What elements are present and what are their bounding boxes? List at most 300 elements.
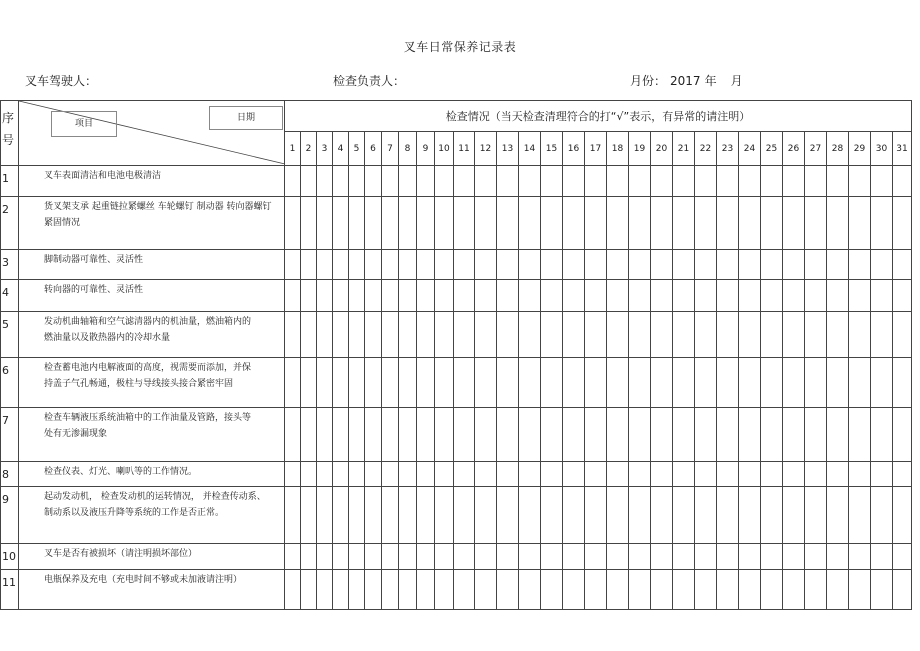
check-cell-day-9[interactable] <box>417 544 435 570</box>
check-cell-day-19[interactable] <box>629 280 651 312</box>
check-cell-day-31[interactable] <box>893 197 912 250</box>
check-cell-day-30[interactable] <box>871 197 893 250</box>
check-cell-day-5[interactable] <box>349 408 365 462</box>
check-cell-day-20[interactable] <box>651 570 673 610</box>
check-cell-day-2[interactable] <box>301 544 317 570</box>
check-cell-day-23[interactable] <box>717 487 739 544</box>
check-cell-day-3[interactable] <box>317 312 333 358</box>
check-cell-day-20[interactable] <box>651 197 673 250</box>
check-cell-day-7[interactable] <box>382 280 399 312</box>
check-cell-day-13[interactable] <box>497 487 519 544</box>
check-cell-day-5[interactable] <box>349 570 365 610</box>
check-cell-day-4[interactable] <box>333 408 349 462</box>
check-cell-day-31[interactable] <box>893 462 912 487</box>
check-cell-day-24[interactable] <box>739 197 761 250</box>
check-cell-day-26[interactable] <box>783 280 805 312</box>
check-cell-day-1[interactable] <box>285 280 301 312</box>
check-cell-day-4[interactable] <box>333 280 349 312</box>
check-cell-day-22[interactable] <box>695 487 717 544</box>
check-cell-day-15[interactable] <box>541 462 563 487</box>
check-cell-day-18[interactable] <box>607 166 629 197</box>
check-cell-day-25[interactable] <box>761 462 783 487</box>
check-cell-day-3[interactable] <box>317 166 333 197</box>
check-cell-day-1[interactable] <box>285 544 301 570</box>
check-cell-day-24[interactable] <box>739 166 761 197</box>
check-cell-day-31[interactable] <box>893 358 912 408</box>
check-cell-day-9[interactable] <box>417 166 435 197</box>
check-cell-day-13[interactable] <box>497 250 519 280</box>
check-cell-day-21[interactable] <box>673 250 695 280</box>
check-cell-day-27[interactable] <box>805 312 827 358</box>
check-cell-day-6[interactable] <box>365 358 382 408</box>
check-cell-day-29[interactable] <box>849 462 871 487</box>
check-cell-day-16[interactable] <box>563 280 585 312</box>
check-cell-day-1[interactable] <box>285 166 301 197</box>
check-cell-day-18[interactable] <box>607 570 629 610</box>
check-cell-day-29[interactable] <box>849 408 871 462</box>
check-cell-day-19[interactable] <box>629 312 651 358</box>
check-cell-day-12[interactable] <box>475 408 497 462</box>
check-cell-day-7[interactable] <box>382 166 399 197</box>
check-cell-day-2[interactable] <box>301 408 317 462</box>
check-cell-day-8[interactable] <box>399 544 417 570</box>
check-cell-day-6[interactable] <box>365 312 382 358</box>
check-cell-day-23[interactable] <box>717 197 739 250</box>
check-cell-day-25[interactable] <box>761 408 783 462</box>
check-cell-day-4[interactable] <box>333 312 349 358</box>
check-cell-day-11[interactable] <box>454 250 475 280</box>
check-cell-day-8[interactable] <box>399 312 417 358</box>
check-cell-day-3[interactable] <box>317 358 333 408</box>
check-cell-day-20[interactable] <box>651 408 673 462</box>
check-cell-day-23[interactable] <box>717 408 739 462</box>
check-cell-day-23[interactable] <box>717 166 739 197</box>
check-cell-day-25[interactable] <box>761 487 783 544</box>
check-cell-day-19[interactable] <box>629 408 651 462</box>
check-cell-day-6[interactable] <box>365 487 382 544</box>
check-cell-day-10[interactable] <box>435 358 454 408</box>
check-cell-day-27[interactable] <box>805 166 827 197</box>
check-cell-day-18[interactable] <box>607 462 629 487</box>
check-cell-day-31[interactable] <box>893 312 912 358</box>
check-cell-day-10[interactable] <box>435 408 454 462</box>
check-cell-day-18[interactable] <box>607 312 629 358</box>
check-cell-day-15[interactable] <box>541 250 563 280</box>
check-cell-day-24[interactable] <box>739 408 761 462</box>
check-cell-day-10[interactable] <box>435 166 454 197</box>
check-cell-day-25[interactable] <box>761 358 783 408</box>
check-cell-day-30[interactable] <box>871 166 893 197</box>
check-cell-day-22[interactable] <box>695 312 717 358</box>
check-cell-day-10[interactable] <box>435 250 454 280</box>
check-cell-day-13[interactable] <box>497 312 519 358</box>
check-cell-day-16[interactable] <box>563 570 585 610</box>
check-cell-day-17[interactable] <box>585 408 607 462</box>
check-cell-day-9[interactable] <box>417 462 435 487</box>
check-cell-day-10[interactable] <box>435 312 454 358</box>
check-cell-day-18[interactable] <box>607 197 629 250</box>
check-cell-day-6[interactable] <box>365 197 382 250</box>
check-cell-day-22[interactable] <box>695 462 717 487</box>
check-cell-day-4[interactable] <box>333 570 349 610</box>
check-cell-day-24[interactable] <box>739 250 761 280</box>
check-cell-day-25[interactable] <box>761 197 783 250</box>
check-cell-day-6[interactable] <box>365 570 382 610</box>
check-cell-day-31[interactable] <box>893 487 912 544</box>
check-cell-day-20[interactable] <box>651 280 673 312</box>
check-cell-day-1[interactable] <box>285 250 301 280</box>
check-cell-day-27[interactable] <box>805 544 827 570</box>
check-cell-day-22[interactable] <box>695 570 717 610</box>
check-cell-day-26[interactable] <box>783 570 805 610</box>
check-cell-day-15[interactable] <box>541 544 563 570</box>
check-cell-day-18[interactable] <box>607 280 629 312</box>
check-cell-day-4[interactable] <box>333 462 349 487</box>
check-cell-day-25[interactable] <box>761 544 783 570</box>
check-cell-day-17[interactable] <box>585 250 607 280</box>
check-cell-day-30[interactable] <box>871 358 893 408</box>
check-cell-day-23[interactable] <box>717 358 739 408</box>
check-cell-day-22[interactable] <box>695 250 717 280</box>
check-cell-day-15[interactable] <box>541 197 563 250</box>
check-cell-day-7[interactable] <box>382 197 399 250</box>
check-cell-day-30[interactable] <box>871 570 893 610</box>
check-cell-day-6[interactable] <box>365 250 382 280</box>
check-cell-day-11[interactable] <box>454 166 475 197</box>
check-cell-day-10[interactable] <box>435 462 454 487</box>
check-cell-day-23[interactable] <box>717 250 739 280</box>
check-cell-day-29[interactable] <box>849 570 871 610</box>
check-cell-day-20[interactable] <box>651 166 673 197</box>
check-cell-day-24[interactable] <box>739 358 761 408</box>
check-cell-day-12[interactable] <box>475 312 497 358</box>
check-cell-day-2[interactable] <box>301 358 317 408</box>
check-cell-day-25[interactable] <box>761 312 783 358</box>
check-cell-day-4[interactable] <box>333 250 349 280</box>
check-cell-day-23[interactable] <box>717 544 739 570</box>
check-cell-day-12[interactable] <box>475 250 497 280</box>
check-cell-day-20[interactable] <box>651 487 673 544</box>
check-cell-day-21[interactable] <box>673 358 695 408</box>
check-cell-day-3[interactable] <box>317 197 333 250</box>
check-cell-day-2[interactable] <box>301 197 317 250</box>
check-cell-day-19[interactable] <box>629 166 651 197</box>
check-cell-day-8[interactable] <box>399 250 417 280</box>
check-cell-day-28[interactable] <box>827 408 849 462</box>
check-cell-day-28[interactable] <box>827 166 849 197</box>
check-cell-day-13[interactable] <box>497 197 519 250</box>
check-cell-day-6[interactable] <box>365 462 382 487</box>
check-cell-day-16[interactable] <box>563 358 585 408</box>
check-cell-day-16[interactable] <box>563 312 585 358</box>
check-cell-day-23[interactable] <box>717 570 739 610</box>
check-cell-day-5[interactable] <box>349 250 365 280</box>
check-cell-day-25[interactable] <box>761 166 783 197</box>
check-cell-day-17[interactable] <box>585 487 607 544</box>
check-cell-day-13[interactable] <box>497 570 519 610</box>
check-cell-day-20[interactable] <box>651 544 673 570</box>
check-cell-day-7[interactable] <box>382 544 399 570</box>
check-cell-day-19[interactable] <box>629 250 651 280</box>
check-cell-day-28[interactable] <box>827 487 849 544</box>
check-cell-day-11[interactable] <box>454 312 475 358</box>
check-cell-day-27[interactable] <box>805 408 827 462</box>
check-cell-day-22[interactable] <box>695 358 717 408</box>
check-cell-day-31[interactable] <box>893 250 912 280</box>
check-cell-day-27[interactable] <box>805 462 827 487</box>
check-cell-day-25[interactable] <box>761 280 783 312</box>
check-cell-day-4[interactable] <box>333 544 349 570</box>
check-cell-day-3[interactable] <box>317 408 333 462</box>
check-cell-day-19[interactable] <box>629 358 651 408</box>
check-cell-day-2[interactable] <box>301 570 317 610</box>
check-cell-day-28[interactable] <box>827 462 849 487</box>
check-cell-day-23[interactable] <box>717 280 739 312</box>
check-cell-day-15[interactable] <box>541 166 563 197</box>
check-cell-day-6[interactable] <box>365 408 382 462</box>
check-cell-day-11[interactable] <box>454 487 475 544</box>
check-cell-day-5[interactable] <box>349 544 365 570</box>
check-cell-day-30[interactable] <box>871 544 893 570</box>
check-cell-day-8[interactable] <box>399 408 417 462</box>
check-cell-day-17[interactable] <box>585 544 607 570</box>
check-cell-day-1[interactable] <box>285 358 301 408</box>
check-cell-day-13[interactable] <box>497 408 519 462</box>
check-cell-day-4[interactable] <box>333 487 349 544</box>
check-cell-day-21[interactable] <box>673 570 695 610</box>
check-cell-day-11[interactable] <box>454 280 475 312</box>
check-cell-day-31[interactable] <box>893 544 912 570</box>
check-cell-day-8[interactable] <box>399 166 417 197</box>
check-cell-day-26[interactable] <box>783 487 805 544</box>
check-cell-day-10[interactable] <box>435 280 454 312</box>
check-cell-day-29[interactable] <box>849 358 871 408</box>
check-cell-day-14[interactable] <box>519 462 541 487</box>
check-cell-day-30[interactable] <box>871 408 893 462</box>
check-cell-day-24[interactable] <box>739 462 761 487</box>
check-cell-day-7[interactable] <box>382 487 399 544</box>
check-cell-day-24[interactable] <box>739 487 761 544</box>
check-cell-day-2[interactable] <box>301 166 317 197</box>
check-cell-day-27[interactable] <box>805 487 827 544</box>
check-cell-day-11[interactable] <box>454 358 475 408</box>
check-cell-day-7[interactable] <box>382 570 399 610</box>
check-cell-day-2[interactable] <box>301 250 317 280</box>
check-cell-day-10[interactable] <box>435 197 454 250</box>
check-cell-day-14[interactable] <box>519 570 541 610</box>
check-cell-day-9[interactable] <box>417 197 435 250</box>
check-cell-day-13[interactable] <box>497 280 519 312</box>
check-cell-day-10[interactable] <box>435 487 454 544</box>
check-cell-day-8[interactable] <box>399 462 417 487</box>
check-cell-day-1[interactable] <box>285 312 301 358</box>
check-cell-day-5[interactable] <box>349 487 365 544</box>
check-cell-day-8[interactable] <box>399 197 417 250</box>
check-cell-day-3[interactable] <box>317 544 333 570</box>
check-cell-day-24[interactable] <box>739 570 761 610</box>
check-cell-day-30[interactable] <box>871 312 893 358</box>
check-cell-day-5[interactable] <box>349 197 365 250</box>
check-cell-day-13[interactable] <box>497 358 519 408</box>
check-cell-day-8[interactable] <box>399 358 417 408</box>
check-cell-day-28[interactable] <box>827 544 849 570</box>
check-cell-day-5[interactable] <box>349 312 365 358</box>
check-cell-day-8[interactable] <box>399 487 417 544</box>
check-cell-day-15[interactable] <box>541 487 563 544</box>
check-cell-day-9[interactable] <box>417 280 435 312</box>
check-cell-day-16[interactable] <box>563 408 585 462</box>
check-cell-day-28[interactable] <box>827 250 849 280</box>
check-cell-day-12[interactable] <box>475 358 497 408</box>
check-cell-day-12[interactable] <box>475 166 497 197</box>
check-cell-day-15[interactable] <box>541 570 563 610</box>
check-cell-day-9[interactable] <box>417 570 435 610</box>
check-cell-day-14[interactable] <box>519 487 541 544</box>
check-cell-day-20[interactable] <box>651 462 673 487</box>
check-cell-day-4[interactable] <box>333 358 349 408</box>
check-cell-day-31[interactable] <box>893 280 912 312</box>
check-cell-day-17[interactable] <box>585 358 607 408</box>
check-cell-day-19[interactable] <box>629 544 651 570</box>
check-cell-day-30[interactable] <box>871 487 893 544</box>
check-cell-day-22[interactable] <box>695 408 717 462</box>
check-cell-day-9[interactable] <box>417 487 435 544</box>
check-cell-day-15[interactable] <box>541 408 563 462</box>
check-cell-day-21[interactable] <box>673 197 695 250</box>
check-cell-day-21[interactable] <box>673 280 695 312</box>
check-cell-day-27[interactable] <box>805 250 827 280</box>
check-cell-day-26[interactable] <box>783 166 805 197</box>
check-cell-day-20[interactable] <box>651 250 673 280</box>
check-cell-day-19[interactable] <box>629 197 651 250</box>
check-cell-day-28[interactable] <box>827 280 849 312</box>
check-cell-day-11[interactable] <box>454 408 475 462</box>
check-cell-day-25[interactable] <box>761 570 783 610</box>
check-cell-day-31[interactable] <box>893 570 912 610</box>
check-cell-day-17[interactable] <box>585 570 607 610</box>
check-cell-day-14[interactable] <box>519 197 541 250</box>
check-cell-day-19[interactable] <box>629 462 651 487</box>
check-cell-day-16[interactable] <box>563 487 585 544</box>
check-cell-day-14[interactable] <box>519 358 541 408</box>
check-cell-day-3[interactable] <box>317 487 333 544</box>
check-cell-day-11[interactable] <box>454 197 475 250</box>
check-cell-day-20[interactable] <box>651 358 673 408</box>
check-cell-day-7[interactable] <box>382 408 399 462</box>
check-cell-day-28[interactable] <box>827 570 849 610</box>
check-cell-day-13[interactable] <box>497 544 519 570</box>
check-cell-day-16[interactable] <box>563 166 585 197</box>
check-cell-day-26[interactable] <box>783 250 805 280</box>
check-cell-day-25[interactable] <box>761 250 783 280</box>
check-cell-day-2[interactable] <box>301 280 317 312</box>
check-cell-day-21[interactable] <box>673 487 695 544</box>
check-cell-day-9[interactable] <box>417 408 435 462</box>
check-cell-day-21[interactable] <box>673 408 695 462</box>
check-cell-day-5[interactable] <box>349 280 365 312</box>
check-cell-day-1[interactable] <box>285 462 301 487</box>
check-cell-day-4[interactable] <box>333 197 349 250</box>
check-cell-day-21[interactable] <box>673 462 695 487</box>
check-cell-day-3[interactable] <box>317 250 333 280</box>
check-cell-day-2[interactable] <box>301 312 317 358</box>
check-cell-day-15[interactable] <box>541 280 563 312</box>
check-cell-day-26[interactable] <box>783 544 805 570</box>
check-cell-day-12[interactable] <box>475 487 497 544</box>
check-cell-day-28[interactable] <box>827 197 849 250</box>
check-cell-day-10[interactable] <box>435 570 454 610</box>
check-cell-day-27[interactable] <box>805 197 827 250</box>
check-cell-day-30[interactable] <box>871 462 893 487</box>
check-cell-day-13[interactable] <box>497 462 519 487</box>
check-cell-day-12[interactable] <box>475 570 497 610</box>
check-cell-day-12[interactable] <box>475 462 497 487</box>
check-cell-day-12[interactable] <box>475 197 497 250</box>
check-cell-day-22[interactable] <box>695 280 717 312</box>
check-cell-day-26[interactable] <box>783 358 805 408</box>
check-cell-day-7[interactable] <box>382 358 399 408</box>
check-cell-day-5[interactable] <box>349 166 365 197</box>
check-cell-day-27[interactable] <box>805 280 827 312</box>
check-cell-day-29[interactable] <box>849 166 871 197</box>
check-cell-day-29[interactable] <box>849 544 871 570</box>
check-cell-day-7[interactable] <box>382 250 399 280</box>
check-cell-day-29[interactable] <box>849 250 871 280</box>
check-cell-day-8[interactable] <box>399 570 417 610</box>
check-cell-day-14[interactable] <box>519 408 541 462</box>
check-cell-day-20[interactable] <box>651 312 673 358</box>
check-cell-day-6[interactable] <box>365 280 382 312</box>
check-cell-day-17[interactable] <box>585 462 607 487</box>
check-cell-day-14[interactable] <box>519 166 541 197</box>
check-cell-day-16[interactable] <box>563 544 585 570</box>
check-cell-day-24[interactable] <box>739 312 761 358</box>
check-cell-day-27[interactable] <box>805 570 827 610</box>
check-cell-day-16[interactable] <box>563 250 585 280</box>
check-cell-day-4[interactable] <box>333 166 349 197</box>
check-cell-day-14[interactable] <box>519 250 541 280</box>
check-cell-day-16[interactable] <box>563 462 585 487</box>
check-cell-day-18[interactable] <box>607 487 629 544</box>
check-cell-day-8[interactable] <box>399 280 417 312</box>
check-cell-day-5[interactable] <box>349 358 365 408</box>
check-cell-day-26[interactable] <box>783 312 805 358</box>
check-cell-day-5[interactable] <box>349 462 365 487</box>
check-cell-day-26[interactable] <box>783 462 805 487</box>
check-cell-day-24[interactable] <box>739 544 761 570</box>
check-cell-day-9[interactable] <box>417 250 435 280</box>
check-cell-day-1[interactable] <box>285 487 301 544</box>
check-cell-day-26[interactable] <box>783 197 805 250</box>
check-cell-day-28[interactable] <box>827 358 849 408</box>
check-cell-day-18[interactable] <box>607 544 629 570</box>
check-cell-day-7[interactable] <box>382 462 399 487</box>
check-cell-day-31[interactable] <box>893 408 912 462</box>
check-cell-day-11[interactable] <box>454 462 475 487</box>
check-cell-day-15[interactable] <box>541 312 563 358</box>
check-cell-day-23[interactable] <box>717 462 739 487</box>
check-cell-day-29[interactable] <box>849 487 871 544</box>
check-cell-day-12[interactable] <box>475 280 497 312</box>
check-cell-day-3[interactable] <box>317 280 333 312</box>
check-cell-day-18[interactable] <box>607 358 629 408</box>
check-cell-day-6[interactable] <box>365 544 382 570</box>
check-cell-day-1[interactable] <box>285 570 301 610</box>
check-cell-day-19[interactable] <box>629 570 651 610</box>
check-cell-day-22[interactable] <box>695 166 717 197</box>
check-cell-day-29[interactable] <box>849 312 871 358</box>
check-cell-day-15[interactable] <box>541 358 563 408</box>
